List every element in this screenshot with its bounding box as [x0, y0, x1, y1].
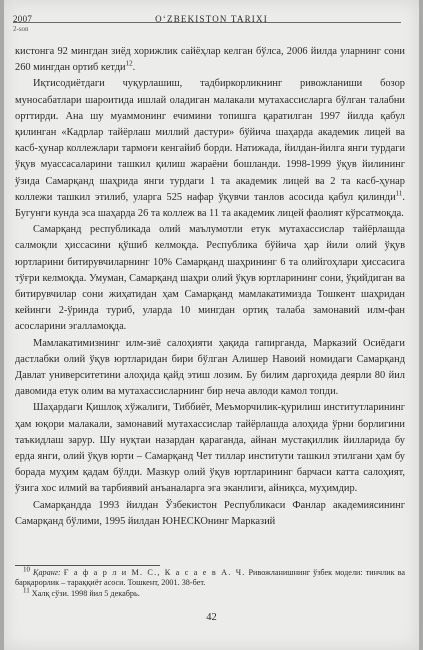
footnote-ref: 12 [125, 59, 133, 68]
running-header-title: O‘ZBEKISTON TARIXI [155, 14, 268, 24]
page-number: 42 [206, 612, 217, 623]
header-rule [13, 22, 401, 23]
paragraph: Шаҳардаги Қишлоқ хўжалиги, Тиббиёт, Меъморчилик-қурилиш институтларининг ҳам юқори малакали, замонавий мутахассислар тайёрлашда алоҳида ўрни борлигини таъкидлаш зарур. Шу нуқтаи назардан қараганда, айнан мустақиллик йилларида бу ерда янги, олий ўқув юрти – Самарқанд Чет тиллар институти ташкил этилгани ҳам бу борада муҳим қадам бўлди. Мазкур олий ўқув юртларининг барчаси катта салоҳият, ўзига хос илмий ва тарбиявий анъаналарга эга эканлиги, айниқса, муҳимдир. [15, 402, 405, 495]
header-issue: 2-son [13, 25, 29, 33]
footnotes [15, 565, 406, 599]
paragraph: Мамлакатимизнинг илм-зиё салоҳияти ҳақида гапирганда, Марказий Осиёдаги дастлабки олий ўқув юртларидан бири бўлган Алишер Навоий номидаги Самарқанд Давлат университетини алоҳида қайд этиш лозим. Бу билим даргоҳида деярли 80 йил давомида етук олим ва мутахассисларнинг бир неча авлоди камол топди. [15, 337, 405, 398]
header-year: 2007 [13, 14, 33, 24]
footnote: 10 Қаранг: Ғ а ф а р л и М. С., К а с а е в А. Ч. Ривожланишнинг ўзбек модели: тинчлик ва барқарорлик – тараққиёт асоси. Тошкент, 2001. 38-бет. [15, 565, 406, 588]
footnote-ref: 11 [395, 189, 403, 198]
paragraph: Самарқандда 1993 йилдан Ўзбекистон Республикаси Фанлар академиясининг Самарқанд бўлими, 1995 йилдан ЮНЕСКОнинг Марказий [15, 499, 405, 527]
paragraph: Иқтисодиётдаги чуқурлашиш, тадбиркорликнинг ривожланиши бозор муносабатлари шароитида ишлай оладиган малакали мутахассисларга бўлган талабни орттирди. Ана шу муаммонинг ечимини топишга қаратилган 1997 йилда қабул қилинган «Кадрлар тайёрлаш миллий дастури» бўйича шаҳарда академик лицей ва касб-ҳунар коллежлари тармоғи кенгайиб борди. Натижада, йилдан-йилга янги турдаги ўқув муассасаларини ташкил қилиш жараёни бошланди. 1998-1999 ўқув йилининг ўзида Самарқанд шаҳрида янги турдаги 1 та академик лицей ва 2 та касб-ҳунар коллежи ташкил этилиб, уларга 525 нафар ўқувчи танлов асосида қабул қилинди$^{11}$. Бугунги кунда эса шаҳарда 26 та коллеж ва 11 та академик лицей фаолият кўрсатмоқда. [15, 78, 405, 220]
footnote-rule [15, 565, 160, 566]
body-text [15, 44, 405, 530]
paragraph: кистонга 92 мингдан зиёд хорижлик сайёҳлар келган бўлса, 2006 йилда уларнинг сони 260 мингдан ортиб кетди$^{12}$. [15, 46, 405, 74]
document-page [4, 0, 419, 650]
paragraph: Самарқанд республикада олий маълумотли етук мутахассислар тайёрлашда салмоқли ҳиссасини қўшиб келмоқда. Республика бўйича ҳар йили олий ўқув юртларини битирувчиларнинг 10% Самарқанд шаҳрининг 6 та олийгоҳлари ҳиссасига тўғри келмоқда. Умуман, Самарқанд шаҳри олий ўқув юртларининг сони, ўқийдиган ва битирувчилар сони жиҳатидан ҳам Самарқанд мамлакатимизда Тошкент шаҳридан кейинги 2-ўринда туриб, уларда 10 мингдан ортиқ талаба замонавий илм-фан асосларини эгалламоқда. [15, 224, 405, 333]
footnote: 11 Халқ сўзи. 1998 йил 5 декабрь. [23, 586, 140, 598]
